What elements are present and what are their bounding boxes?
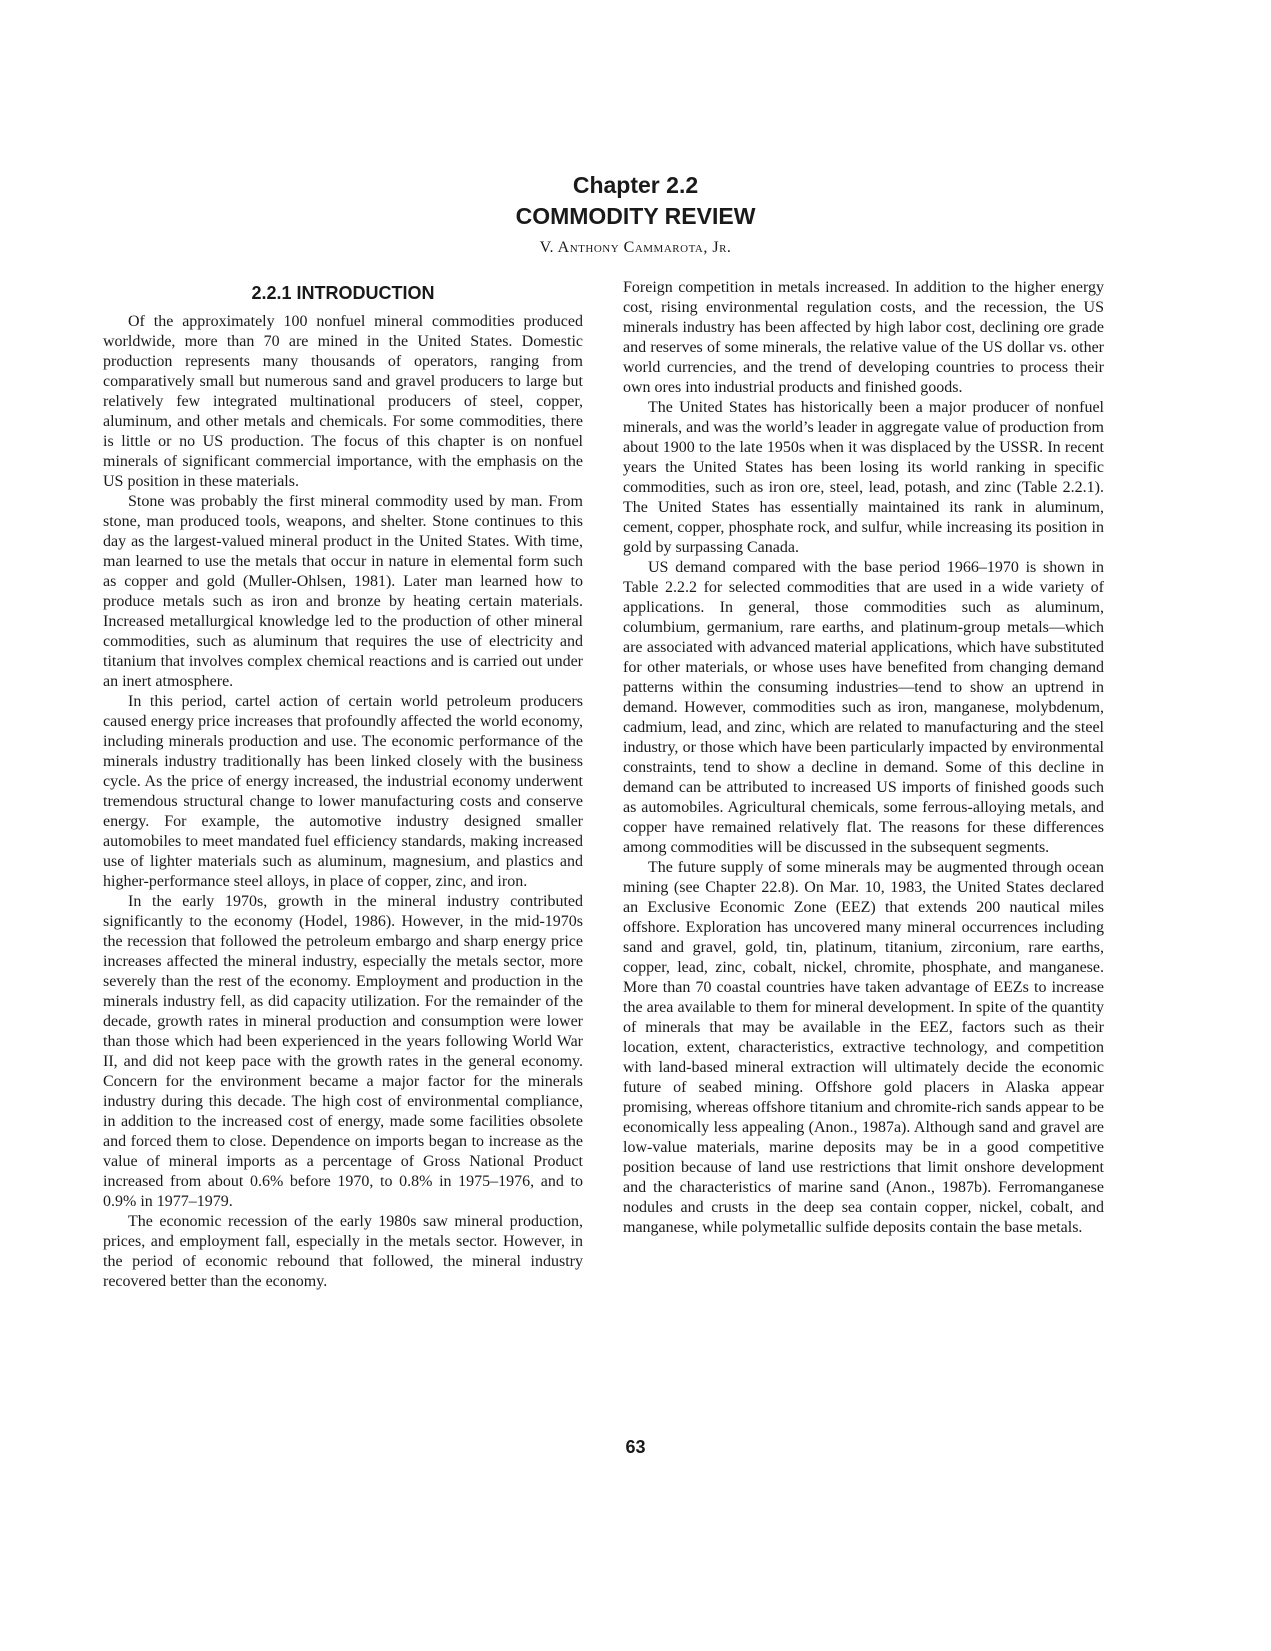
paragraph: Stone was probably the first mineral commodity used by man. From stone, man produced tools, weapons, and shelter. Stone continues to this day as the largest-valued mineral product in the United States. With time, man learned to use the metals that occur in nature in elemental form such as copper and gold (Muller-Ohlsen, 1981). Later man learned how to produce metals such as iron and bronze by heating certain materials. Increased metallurgical knowledge led to the production of other mineral commodities, such as aluminum that requires the use of electricity and titanium that involves complex chemical reactions and is carried out under an inert atmosphere. [103, 493, 583, 690]
right-column [623, 278, 1104, 1238]
paragraph: The future supply of some minerals may be augmented through ocean mining (see Chapter 22.8). On Mar. 10, 1983, the United States declared an Exclusive Economic Zone (EEZ) that extends 200 nautical miles offshore. Exploration has uncovered many mineral occurrences including sand and gravel, gold, tin, platinum, titanium, zirconium, rare earths, copper, lead, zinc, cobalt, nickel, chromite, phosphate, and manganese. More than 70 coastal countries have taken advantage of EEZs to increase the area available to them for mineral development. In spite of the quantity of minerals that may be available in the EEZ, factors such as their location, extent, characteristics, extractive technology, and competition with land-based mineral extraction will ultimately decide the economic future of seabed mining. Offshore gold placers in Alaska appear promising, whereas offshore titanium and chromite-rich sands appear to be economically less appealing (Anon., 1987a). Although sand and gravel are low-value materials, marine deposits may be in a good competitive position because of land use restrictions that limit onshore development and the characteristics of marine sand (Anon., 1987b). Ferromanganese nodules and crusts in the deep sea contain copper, nickel, cobalt, and manganese, while polymetallic sulfide deposits contain the base metals. [623, 859, 1104, 1236]
paragraph: US demand compared with the base period 1966–1970 is shown in Table 2.2.2 for selected commodities that are used in a wide variety of applications. In general, those commodities such as aluminum, columbium, germanium, rare earths, and platinum-group metals—which are associated with advanced material applications, which have substituted for other materials, or whose uses have benefited from changing demand patterns within the consuming industries—tend to show an uptrend in demand. However, commodities such as iron, manganese, molybdenum, cadmium, lead, and zinc, which are related to manufacturing and the steel industry, or those which have been particularly impacted by environmental constraints, tend to show a decline in demand. Some of this decline in demand can be attributed to increased US imports of finished goods such as automobiles. Agricultural chemicals, some ferrous-alloying metals, and copper have remained relatively flat. The reasons for these differences among commodities will be discussed in the subsequent segments. [623, 559, 1104, 856]
paragraph: Of the approximately 100 nonfuel mineral commodities produced worldwide, more than 70 are mined in the United States. Domestic production represents many thousands of operators, ranging from comparatively small but numerous sand and gravel producers to large but relatively few integrated multinational producers of steel, copper, aluminum, and other metals and chemicals. For some commodities, there is little or no US production. The focus of this chapter is on nonfuel minerals of significant commercial importance, with the emphasis on the US position in these materials. [103, 313, 583, 490]
paragraph: The economic recession of the early 1980s saw mineral production, prices, and employment fall, especially in the metals sector. However, in the period of economic rebound that followed, the mineral industry recovered better than the economy. [103, 1213, 583, 1290]
paragraph: In the early 1970s, growth in the mineral industry contributed significantly to the economy (Hodel, 1986). However, in the mid-1970s the recession that followed the petroleum embargo and sharp energy price increases affected the mineral industry, especially the metals sector, more severely than the rest of the economy. Employment and production in the minerals industry fell, as did capacity utilization. For the remainder of the decade, growth rates in mineral production and consumption were lower than those which had been experienced in the years following World War II, and did not keep pace with the growth rates in the general economy. Concern for the environment became a major factor for the minerals industry during this decade. The high cost of environmental compliance, in addition to the increased cost of energy, made some facilities obsolete and forced them to close. Dependence on imports began to increase as the value of mineral imports as a percentage of Gross National Product increased from about 0.6% before 1970, to 0.8% in 1975–1976, and to 0.9% in 1977–1979. [103, 893, 583, 1210]
chapter-title: COMMODITY REVIEW [515, 203, 756, 229]
paragraph: Foreign competition in metals increased. In addition to the higher energy cost, rising environmental regulation costs, and the recession, the US minerals industry has been affected by high labor cost, declining ore grade and reserves of some minerals, the relative value of the US dollar vs. other world currencies, and the trend of developing countries to process their own ores into industrial products and finished goods. [623, 279, 1104, 396]
chapter-number: Chapter 2.2 [572, 172, 699, 198]
paragraph: In this period, cartel action of certain world petroleum producers caused energy price increases that profoundly affected the world economy, including minerals production and use. The economic performance of the minerals industry traditionally has been linked closely with the business cycle. As the price of energy increased, the industrial economy underwent tremendous structural change to lower manufacturing costs and conserve energy. For example, the automotive industry designed smaller automobiles to meet mandated fuel efficiency standards, making increased use of lighter materials such as aluminum, magnesium, and plastics and higher-performance steel alloys, in place of copper, zinc, and iron. [103, 693, 583, 890]
author-name: V. Anthony Cammarota, Jr. [539, 239, 732, 256]
section-heading: 2.2.1 INTRODUCTION [251, 283, 435, 303]
paragraph: The United States has historically been a major producer of nonfuel minerals, and was the world’s leader in aggregate value of production from about 1900 to the late 1950s when it was displaced by the USSR. In recent years the United States has been losing its world ranking in specific commodities, such as iron ore, steel, lead, potash, and zinc (Table 2.2.1). The United States has essentially maintained its rank in aluminum, cement, copper, phosphate rock, and sulfur, while increasing its position in gold by surpassing Canada. [623, 399, 1104, 556]
page-number: 63 [625, 1437, 646, 1457]
left-column [103, 312, 583, 1292]
